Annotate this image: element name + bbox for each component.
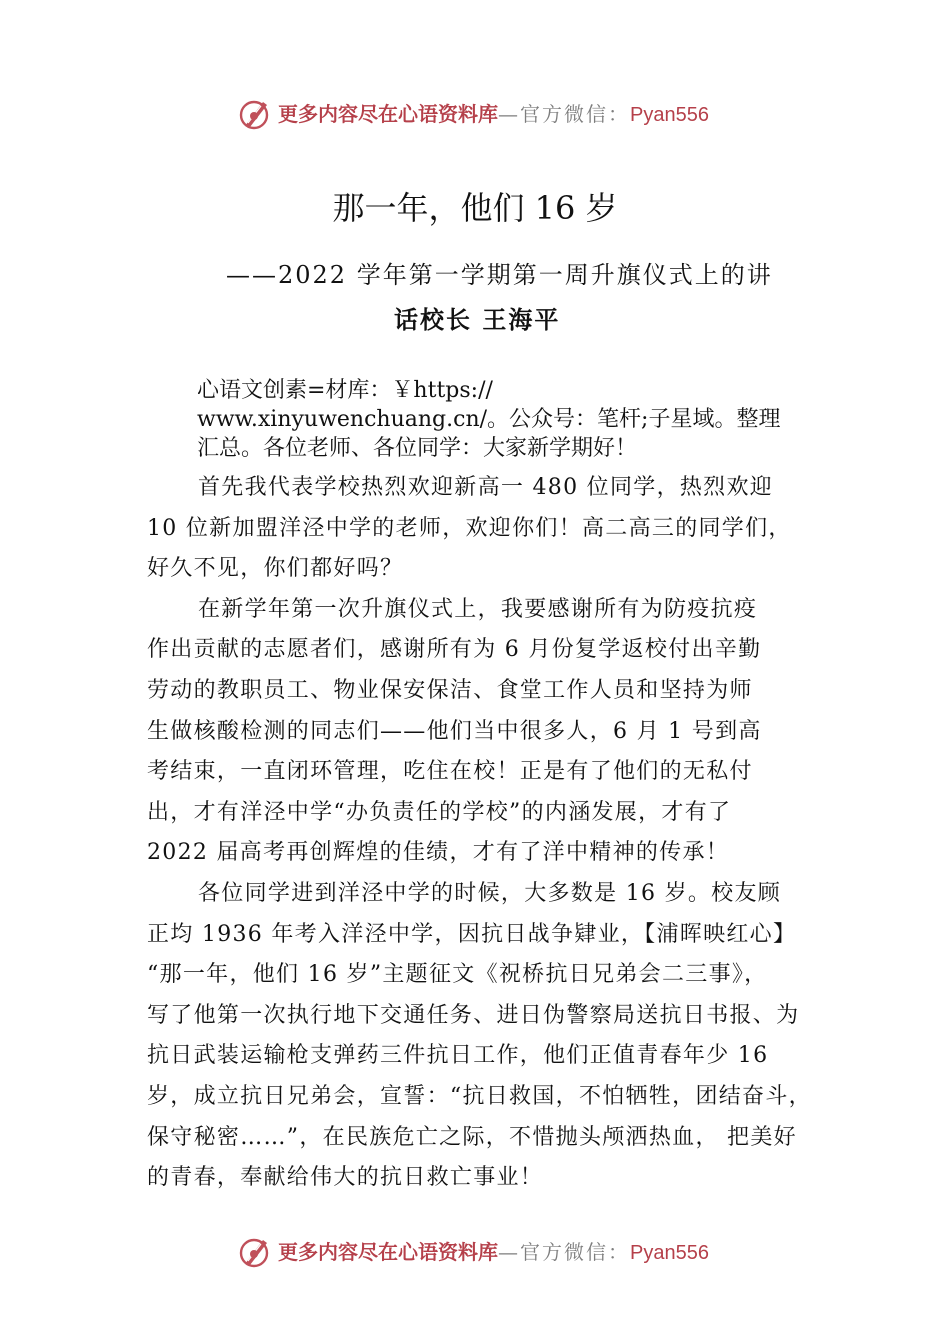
text-line: 好久不见，你们都好吗？	[147, 556, 404, 582]
text-line: 在新学年第一次升旗仪式上，我要感谢所有为防疫抗疫	[198, 596, 758, 622]
banner-wechat-id: Pyan556	[630, 1242, 709, 1264]
text-line: 考结束，一直闭环管理，吃住在校！正是有了他们的无私付	[147, 759, 753, 785]
text-line: 劳动的教职员工、物业保安保洁、食堂工作人员和坚持为师	[147, 677, 753, 703]
paragraph-2	[147, 590, 847, 874]
document-title: 那一年，他们 16 岁	[332, 189, 618, 227]
text-line: 抗日武装运输枪支弹药三件抗日工作，他们正值青春年少 16	[147, 1043, 769, 1069]
document-subtitle-line-1: ——2022 学年第一学期第一周升旗仪式上的讲	[226, 261, 773, 289]
text-line: 保守秘密……”，在民族危亡之际，不惜抛头颅洒热血， 把美好	[147, 1124, 797, 1150]
quill-logo-icon	[237, 96, 273, 132]
text-line: 正均 1936 年考入洋泾中学，因抗日战争肄业，【浦晖映红心】	[147, 921, 797, 947]
text-line: 的青春，奉献给伟大的抗日救亡事业！	[147, 1165, 544, 1191]
document-body	[147, 468, 847, 1199]
banner-wechat-id: Pyan556	[630, 104, 709, 126]
source-line: 汇总。各位老师、各位同学：大家新学期好！	[197, 436, 638, 461]
banner-dash: —	[498, 102, 520, 126]
quill-logo-icon	[237, 1234, 273, 1270]
banner-site-name: 更多内容尽在心语资料库	[278, 1240, 498, 1264]
source-line: www.xinyuwenchuang.cn/。公众号：笔杆;子星域。整理	[197, 407, 781, 432]
text-line: “那一年，他们 16 岁”主题征文《祝桥抗日兄弟会二三事》，	[147, 962, 768, 988]
text-line: 写了他第一次执行地下交通任务、进日伪警察局送抗日书报、为	[147, 1002, 800, 1028]
paragraph-3	[147, 874, 847, 1199]
text-line: 10 位新加盟洋泾中学的老师，欢迎你们！高二高三的同学们，	[147, 515, 792, 541]
text-line: 出，才有洋泾中学“办负责任的学校”的内涵发展，才有了	[147, 799, 732, 825]
source-line: 心语文创素=材库：￥https://	[197, 378, 493, 403]
text-line: 首先我代表学校热烈欢迎新高一 480 位同学，热烈欢迎	[198, 475, 774, 500]
banner-dash: —	[498, 1240, 520, 1264]
text-line: 2022 届高考再创辉煌的佳绩，才有了洋中精神的传承！	[147, 840, 730, 866]
banner-site-name: 更多内容尽在心语资料库	[278, 102, 498, 126]
text-line: 作出贡献的志愿者们，感谢所有为 6 月份复学返校付出辛勤	[147, 637, 762, 663]
banner-text	[278, 101, 709, 128]
text-line: 岁，成立抗日兄弟会，宣誓：“抗日救国，不怕牺牲，团结奋斗，	[147, 1083, 812, 1109]
source-note	[197, 376, 837, 463]
banner-wechat-label: 官方微信：	[520, 1240, 630, 1264]
banner-text	[278, 1239, 709, 1266]
header-banner	[0, 94, 950, 134]
text-line: 各位同学进到洋泾中学的时候，大多数是 16 岁。校友顾	[198, 880, 782, 906]
footer-banner	[0, 1232, 950, 1272]
document-subtitle-line-2: 话校长 王海平	[394, 305, 561, 334]
banner-wechat-label: 官方微信：	[520, 102, 630, 126]
paragraph-1	[147, 468, 847, 590]
text-line: 生做核酸检测的同志们——他们当中很多人，6 月 1 号到高	[147, 718, 762, 744]
